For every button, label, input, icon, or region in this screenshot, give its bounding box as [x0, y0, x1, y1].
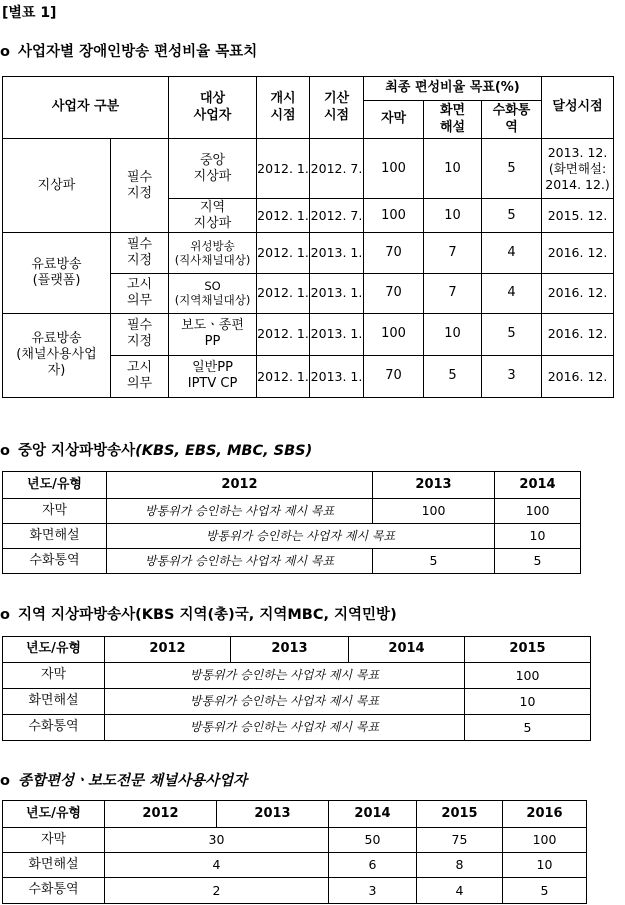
section-1-title: 사업자별 장애인방송 편성비율 목표치 [18, 44, 258, 60]
header-year: 2013 [231, 637, 349, 663]
value-cell: 5 [465, 715, 591, 741]
table-row [3, 313, 614, 355]
value-cell: 50 [329, 828, 417, 853]
bullet-mark: o [0, 44, 10, 60]
type-cell: 자막 [3, 499, 107, 524]
header-year: 2015 [465, 637, 591, 663]
header-base: 기산 시점 [310, 77, 364, 139]
section-3-heading [0, 603, 397, 624]
value-cell: 방통위가 승인하는 사업자 제시 목표 [105, 663, 465, 689]
subtitle-cell: 70 [364, 233, 424, 273]
section-1-heading [0, 40, 257, 61]
category-cell: 필수 지정 [111, 139, 169, 233]
description-cell: 7 [424, 273, 482, 313]
type-cell: 자막 [3, 663, 105, 689]
section-3-title: 지역 지상파방송사(KBS 지역(총)국, 지역MBC, 지역민방) [18, 607, 397, 623]
base-cell: 2012. 7. [310, 199, 364, 233]
type-cell: 자막 [3, 828, 105, 853]
category-cell: 고시 의무 [111, 355, 169, 397]
value-cell: 10 [495, 524, 581, 549]
category-cell: 필수 지정 [111, 313, 169, 355]
table-target-ratios [2, 76, 614, 398]
section-2-title: 중앙 지상파방송사 [18, 443, 136, 459]
subtitle-cell: 100 [364, 199, 424, 233]
start-cell: 2012. 1. [257, 139, 310, 199]
achieve-cell: 2016. 12. [542, 273, 614, 313]
sign-language-cell: 4 [482, 273, 542, 313]
value-cell: 30 [105, 828, 329, 853]
base-cell: 2013. 1. [310, 233, 364, 273]
value-cell: 100 [373, 499, 495, 524]
value-cell: 방통위가 승인하는 사업자 제시 목표 [107, 499, 373, 524]
value-cell: 방통위가 승인하는 사업자 제시 목표 [107, 524, 495, 549]
header-start: 개시 시점 [257, 77, 310, 139]
start-cell: 2012. 1. [257, 199, 310, 233]
bullet-mark: o [0, 773, 10, 789]
subtitle-cell: 100 [364, 313, 424, 355]
target-cell: 위성방송 (직사채널대상) [169, 233, 257, 273]
header-achieve: 달성시점 [542, 77, 614, 139]
header-year: 2012 [105, 637, 231, 663]
table-row [3, 663, 591, 689]
header-subtitle: 자막 [364, 101, 424, 139]
header-year: 2016 [503, 801, 587, 828]
type-cell: 화면해설 [3, 853, 105, 878]
target-cell: 중앙 지상파 [169, 139, 257, 199]
table-row [3, 878, 587, 904]
header-sign-language: 수화통 역 [482, 101, 542, 139]
table-row [3, 524, 581, 549]
group-cell: 유료방송 (채널사용사업 자) [3, 313, 111, 397]
header-year: 2013 [217, 801, 329, 828]
value-cell: 방통위가 승인하는 사업자 제시 목표 [105, 715, 465, 741]
table-central-terrestrial [2, 471, 581, 574]
achieve-cell: 2015. 12. [542, 199, 614, 233]
bullet-mark: o [0, 607, 10, 623]
type-cell: 수화통역 [3, 715, 105, 741]
type-cell: 수화통역 [3, 878, 105, 904]
base-cell: 2013. 1. [310, 313, 364, 355]
header-year: 2015 [417, 801, 503, 828]
sign-language-cell: 4 [482, 233, 542, 273]
value-cell: 5 [373, 549, 495, 574]
table-row [3, 715, 591, 741]
base-cell: 2013. 1. [310, 355, 364, 397]
bullet-mark: o [0, 443, 10, 459]
description-cell: 7 [424, 233, 482, 273]
start-cell: 2012. 1. [257, 355, 310, 397]
value-cell: 5 [495, 549, 581, 574]
table-row [3, 828, 587, 853]
base-cell: 2013. 1. [310, 273, 364, 313]
header-year: 2013 [373, 472, 495, 499]
target-cell: 보도ㆍ종편 PP [169, 313, 257, 355]
table-row [3, 549, 581, 574]
table-row [3, 233, 614, 273]
type-cell: 화면해설 [3, 524, 107, 549]
type-cell: 수화통역 [3, 549, 107, 574]
header-biz-category: 사업자 구분 [3, 77, 169, 139]
value-cell: 8 [417, 853, 503, 878]
target-cell: 일반PP IPTV CP [169, 355, 257, 397]
achieve-cell: 2016. 12. [542, 313, 614, 355]
header-year-type: 년도/유형 [3, 472, 107, 499]
start-cell: 2012. 1. [257, 233, 310, 273]
table-row [3, 689, 591, 715]
header-year: 2014 [495, 472, 581, 499]
section-4-title: 종합편성ㆍ보도전문 채널사용사업자 [18, 773, 248, 789]
header-description: 화면 해설 [424, 101, 482, 139]
value-cell: 4 [105, 853, 329, 878]
value-cell: 100 [503, 828, 587, 853]
start-cell: 2012. 1. [257, 273, 310, 313]
header-year: 2012 [105, 801, 217, 828]
base-cell: 2012. 7. [310, 139, 364, 199]
value-cell: 방통위가 승인하는 사업자 제시 목표 [107, 549, 373, 574]
value-cell: 4 [417, 878, 503, 904]
category-cell: 고시 의무 [111, 273, 169, 313]
value-cell: 10 [503, 853, 587, 878]
sign-language-cell: 3 [482, 355, 542, 397]
description-cell: 10 [424, 139, 482, 199]
value-cell: 방통위가 승인하는 사업자 제시 목표 [105, 689, 465, 715]
table-regional-terrestrial [2, 636, 591, 741]
achieve-cell: 2016. 12. [542, 355, 614, 397]
table-general-news-pp [2, 800, 587, 904]
header-year: 2014 [329, 801, 417, 828]
group-cell: 지상파 [3, 139, 111, 233]
section-4-heading [0, 769, 247, 790]
subtitle-cell: 100 [364, 139, 424, 199]
doc-label: [별표 1] [2, 5, 57, 21]
subtitle-cell: 70 [364, 355, 424, 397]
value-cell: 2 [105, 878, 329, 904]
value-cell: 100 [465, 663, 591, 689]
table-row [3, 853, 587, 878]
section-2-heading [0, 439, 312, 460]
description-cell: 10 [424, 199, 482, 233]
header-year: 2012 [107, 472, 373, 499]
header-year: 2014 [349, 637, 465, 663]
category-cell: 필수 지정 [111, 233, 169, 273]
value-cell: 10 [465, 689, 591, 715]
description-cell: 5 [424, 355, 482, 397]
sign-language-cell: 5 [482, 139, 542, 199]
achieve-cell: 2013. 12. (화면해설: 2014. 12.) [542, 139, 614, 199]
target-cell: SO (지역채널대상) [169, 273, 257, 313]
header-target: 대상 사업자 [169, 77, 257, 139]
sign-language-cell: 5 [482, 199, 542, 233]
value-cell: 100 [495, 499, 581, 524]
header-year-type: 년도/유형 [3, 637, 105, 663]
table-row [3, 139, 614, 199]
subtitle-cell: 70 [364, 273, 424, 313]
group-cell: 유료방송 (플랫폼) [3, 233, 111, 313]
type-cell: 화면해설 [3, 689, 105, 715]
description-cell: 10 [424, 313, 482, 355]
header-final-ratio: 최종 편성비율 목표(%) [364, 77, 542, 101]
section-2-title-broadcasters: (KBS, EBS, MBC, SBS) [135, 443, 313, 459]
achieve-cell: 2016. 12. [542, 233, 614, 273]
value-cell: 6 [329, 853, 417, 878]
target-cell: 지역 지상파 [169, 199, 257, 233]
value-cell: 5 [503, 878, 587, 904]
start-cell: 2012. 1. [257, 313, 310, 355]
table-row [3, 499, 581, 524]
value-cell: 75 [417, 828, 503, 853]
sign-language-cell: 5 [482, 313, 542, 355]
value-cell: 3 [329, 878, 417, 904]
header-year-type: 년도/유형 [3, 801, 105, 828]
